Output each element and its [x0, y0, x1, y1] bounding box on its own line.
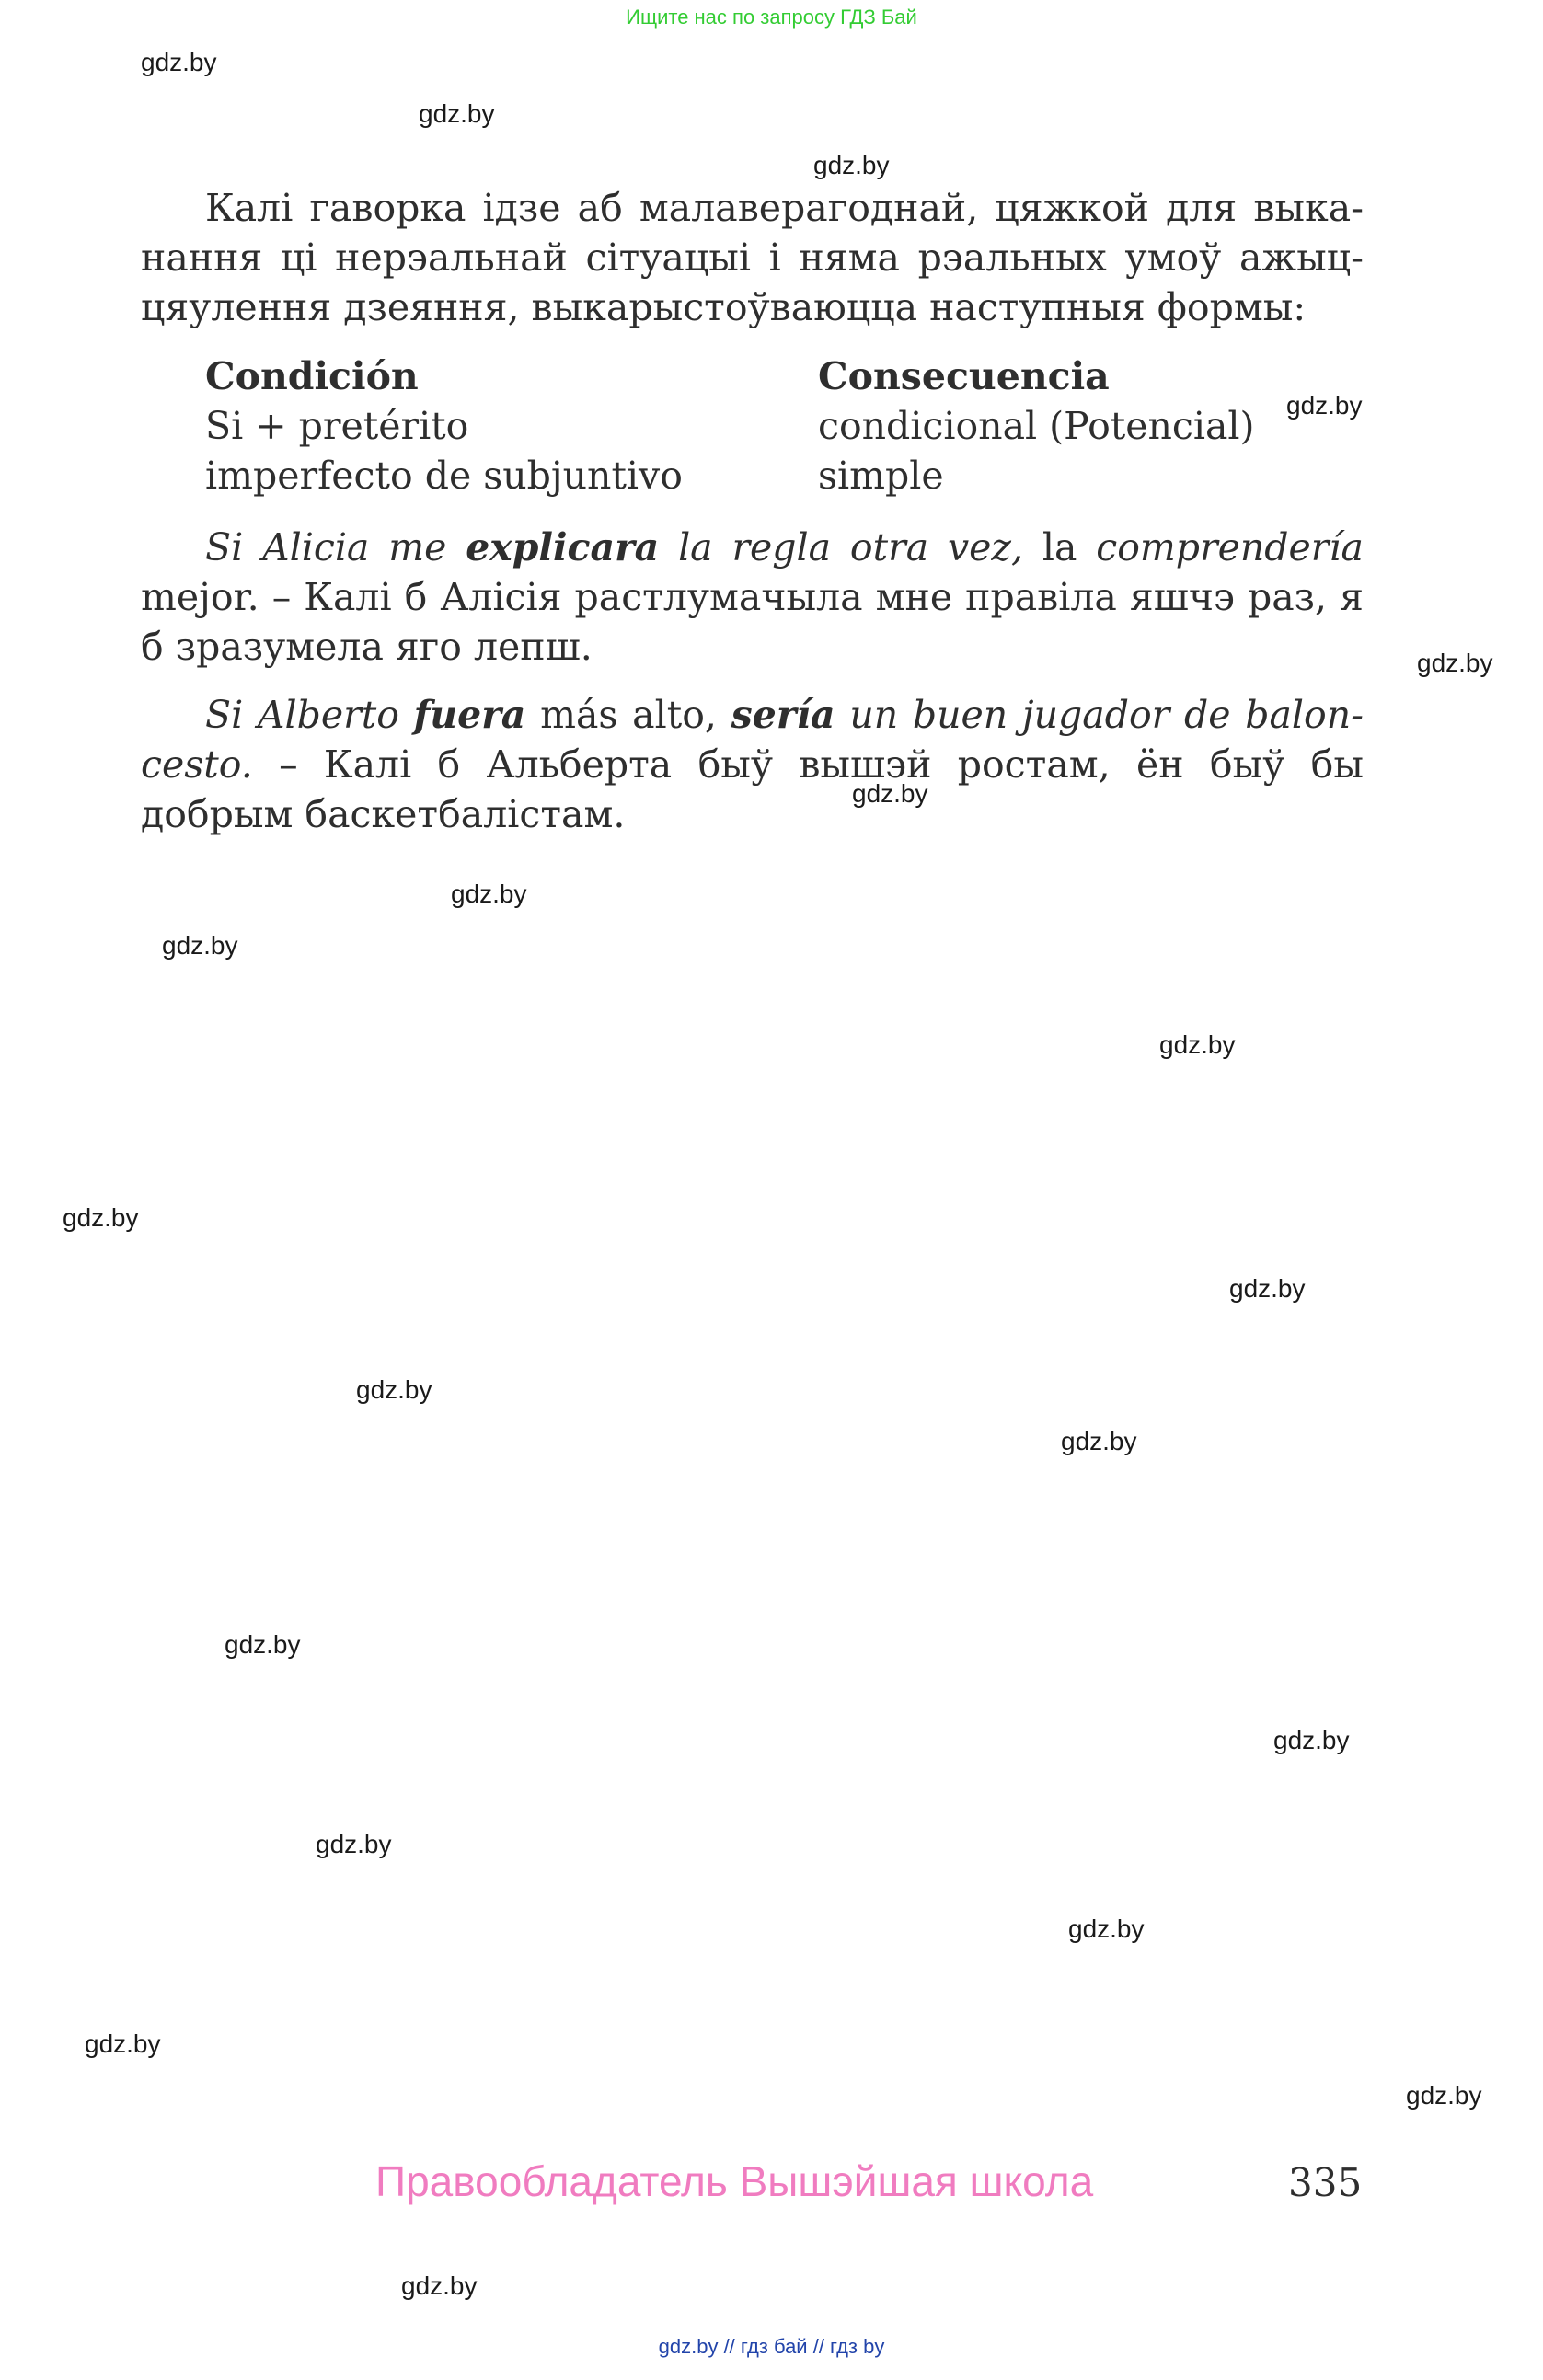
example-1 [141, 523, 1364, 672]
bottom-links[interactable]: gdz.by // гдз бай // гдз by [658, 2335, 885, 2358]
watermark: gdz.by [141, 48, 217, 76]
example-verb: explicara [466, 525, 660, 569]
page-number: 335 [1288, 2160, 1363, 2205]
intro-line: нання ці нерэальнай сітуацыі і няма рэальных умоў ажыц- [141, 236, 1364, 280]
example-verb: fuera [413, 693, 526, 737]
watermark: gdz.by [1273, 1726, 1350, 1754]
condition-row: Si + pretérito [205, 404, 469, 448]
consequence-column [818, 351, 1255, 500]
watermark: gdz.by [1159, 1030, 1236, 1059]
intro-paragraph [141, 183, 1364, 332]
watermark: gdz.by [162, 931, 238, 960]
consequence-header: Consecuencia [818, 354, 1110, 398]
example-1-line: mejor. – Калі б Алісія растлумачыла мне правіла яшчэ раз, я [141, 575, 1364, 619]
example-1-line [141, 523, 1364, 572]
watermark: gdz.by [813, 151, 890, 179]
watermark: gdz.by [356, 1375, 432, 1404]
watermark: gdz.by [1061, 1427, 1137, 1455]
copyright-holder: Правообладатель Вышэйшая школа [375, 2157, 1094, 2205]
condition-header: Condición [205, 354, 419, 398]
watermark: gdz.by [1229, 1274, 1306, 1303]
intro-line: Калі гаворка ідзе аб малаверагоднай, цяжкой для выка- [205, 186, 1364, 230]
example-text: – Калі б Альберта быў вышэй ростам, ён быў бы [279, 742, 1364, 787]
consequence-row: condicional (Potencial) [818, 404, 1255, 448]
watermark: gdz.by [451, 880, 527, 908]
watermark: gdz.by [419, 99, 495, 128]
consequence-row: simple [818, 454, 944, 498]
example-text: Si Alberto [205, 693, 399, 737]
condition-row: imperfecto de subjuntivo [205, 454, 683, 498]
example-2 [141, 690, 1364, 839]
example-verb: sería [731, 693, 835, 737]
example-2-line: добрым баскетбалістам. [141, 792, 626, 836]
watermark: gdz.by [63, 1203, 139, 1232]
watermark: gdz.by [852, 779, 928, 808]
watermark: gdz.by [1286, 391, 1363, 420]
watermark: gdz.by [1068, 1914, 1145, 1943]
example-2-line [141, 740, 1364, 789]
watermark: gdz.by [1406, 2081, 1482, 2110]
example-text: un buen jugador de balon- [849, 693, 1364, 737]
intro-line: цяулення дзеяння, выкарыстоўваюцца наступныя формы: [141, 285, 1307, 329]
watermark: gdz.by [225, 1630, 301, 1659]
top-banner[interactable]: Ищите нас по запросу ГДЗ Бай [626, 6, 917, 29]
example-text: Si Alicia me [205, 525, 447, 569]
example-text: la regla otra vez, [678, 525, 1024, 569]
watermark: gdz.by [85, 2029, 161, 2058]
example-verb: comprendería [1096, 525, 1364, 569]
condition-column [205, 351, 683, 500]
watermark: gdz.by [401, 2271, 478, 2300]
example-text: más alto, [540, 693, 717, 737]
example-2-line [141, 690, 1364, 740]
example-text: cesto. [141, 742, 253, 787]
example-1-line: б зразумела яго лепш. [141, 625, 593, 669]
example-text: la [1042, 525, 1077, 569]
watermark: gdz.by [1417, 649, 1493, 677]
watermark: gdz.by [316, 1830, 392, 1858]
